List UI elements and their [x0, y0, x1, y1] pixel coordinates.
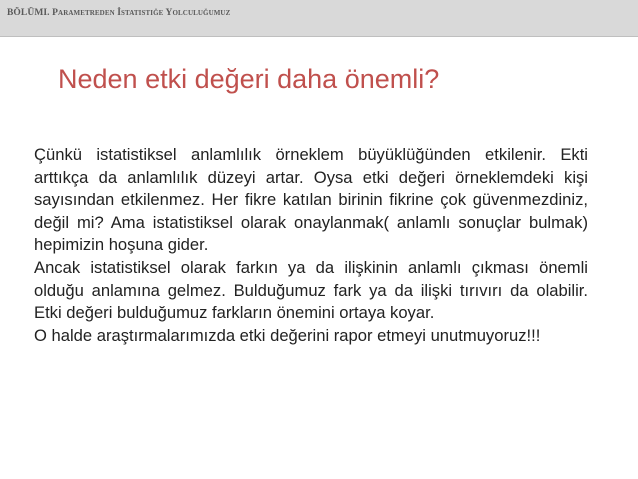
header-bar — [0, 0, 638, 37]
chapter-header: BÖLÜMI. Parametreden İstatistiğe Yolculuğumuz — [7, 8, 231, 18]
slide-body — [34, 144, 588, 347]
slide-title: Neden etki değeri daha önemli? — [58, 64, 440, 94]
paragraph-3: O halde araştırmalarımızda etki değerini rapor etmeyi unutmuyoruz!!! — [34, 325, 541, 345]
paragraph-2: Ancak istatistiksel olarak farkın ya da ilişkinin anlamlı çıkması önemli olduğu anlamına gelmez. Bulduğumuz fark ya da ilişki tırıvırı da olabilir. Etki değeri bulduğumuz farkların önemini ortaya koyar. — [34, 257, 588, 323]
paragraph-1: Çünkü istatistiksel anlamlılık örneklem büyüklüğünden etkilenir. Ekti arttıkça da anlamlılık düzeyi artar. Oysa etki değeri örneklemdeki kişi sayısından etkilenmez. Her fikre katılan birinin fikrine çok güvenmezdiniz, değil mi? Ama istatistiksel olarak onaylanmak( anlamlı sonuçlar bulmak) hepimizin hoşuna gider. — [34, 145, 588, 255]
